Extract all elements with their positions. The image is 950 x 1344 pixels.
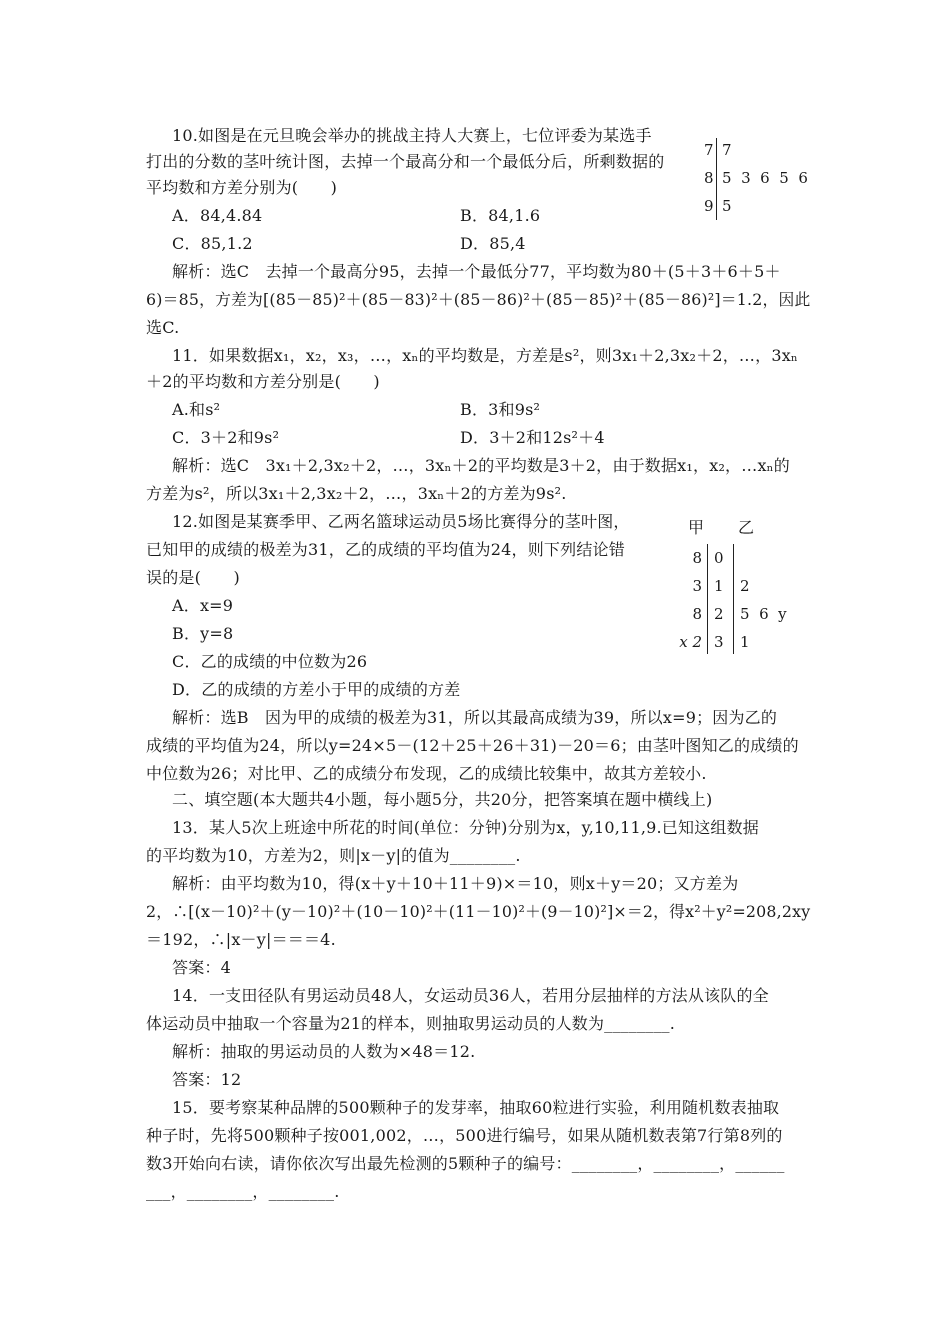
left-leaves: 8: [692, 549, 702, 567]
q10-analysis-2: 6)＝85，方差为[(85－85)²＋(85－83)²＋(85－86)²＋(85－85)²＋(85－86)²]＝1.2，因此: [146, 290, 811, 309]
right-leaves: 1: [740, 633, 750, 651]
right-leaves: 5 6 y: [740, 605, 787, 623]
q13-analysis-2: 2，∴[(x－10)²＋(y－10)²＋(10－10)²＋(11－10)²＋(9－10)²]×＝2，得x²＋y²=208,2xy: [146, 902, 811, 921]
q10-analysis-1: 解析：选C 去掉一个最高分95，去掉一个最低分77，平均数为80＋(5＋3＋6＋5＋: [172, 262, 781, 281]
q13-line-1: 13．某人5次上班途中所花的时间(单位：分钟)分别为x，y,10,11,9.已知这组数据: [172, 818, 760, 837]
q10-line-1: 10.如图是在元旦晚会举办的挑战主持人大赛上，七位评委为某选手: [172, 126, 652, 145]
q11-option-c: C．3＋2和9s²: [172, 428, 280, 447]
left-leaves: 3: [692, 577, 702, 595]
q10-line-3: 平均数和方差分别为( ): [146, 178, 338, 197]
stem: 2: [714, 605, 724, 623]
q13-analysis-1: 解析：由平均数为10，得(x＋y＋10＋11＋9)×＝10，则x＋y＝20；又方差为: [172, 874, 739, 893]
q11-option-a: A.和s²: [172, 400, 221, 419]
leaves: 5 3 6 5 6: [722, 169, 808, 187]
q12-analysis-3: 中位数为26；对比甲、乙的成绩分布发现，乙的成绩比较集中，故其方差较小.: [146, 764, 707, 783]
stem-divider-right: [733, 544, 734, 654]
stem: 1: [714, 577, 724, 595]
stem: 0: [714, 549, 724, 567]
q14-answer: 答案：12: [172, 1070, 242, 1089]
q12-option-d: D．乙的成绩的方差小于甲的成绩的方差: [172, 680, 461, 699]
q11-line-1: 11．如果数据x₁，x₂，x₃，…，xₙ的平均数是，方差是s²，则3x₁＋2,3x₂＋2，…，3xₙ: [172, 346, 799, 365]
q10-analysis-3: 选C.: [146, 318, 180, 337]
q12-option-b: B．y=8: [172, 624, 234, 643]
header-yi: 乙: [738, 518, 755, 537]
q12-line-1: 12.如图是某赛季甲、乙两名篮球运动员5场比赛得分的茎叶图，: [172, 512, 630, 531]
q10-option-b: B．84,1.6: [460, 206, 541, 225]
q10-option-c: C．85,1.2: [172, 234, 253, 253]
q11-option-d: D．3＋2和12s²＋4: [460, 428, 605, 447]
q11-analysis-2: 方差为s²，所以3x₁＋2,3x₂＋2，…，3xₙ＋2的方差为9s².: [146, 484, 567, 503]
stem: 8: [704, 169, 714, 187]
section-2-heading: 二、填空题(本大题共4小题，每小题5分，共20分，把答案填在题中横线上): [172, 790, 713, 809]
q15-line-4: ___，________，________.: [146, 1182, 340, 1201]
stem: 9: [704, 197, 714, 215]
q12-line-3: 误的是( ): [146, 568, 240, 587]
q15-line-1: 15．要考察某种品牌的500颗种子的发芽率，抽取60粒进行实验，利用随机数表抽取: [172, 1098, 780, 1117]
left-leaves: 8: [692, 605, 702, 623]
q13-answer: 答案：4: [172, 958, 231, 977]
q13-line-2: 的平均数为10，方差为2，则|x－y|的值为________.: [146, 846, 521, 865]
stem-divider: [716, 138, 717, 220]
q15-line-2: 种子时，先将500颗种子按001,002，…，500进行编号，如果从随机数表第7行第8列的: [146, 1126, 783, 1145]
stem-divider-left: [707, 544, 708, 654]
q12-analysis-1: 解析：选B 因为甲的成绩的极差为31，所以其最高成绩为39，所以x=9；因为乙的: [172, 708, 778, 727]
leaves: 5: [722, 197, 732, 215]
right-leaves: 2: [740, 577, 750, 595]
q12-analysis-2: 成绩的平均值为24，所以y=24×5－(12＋25＋26＋31)－20＝6；由茎叶图知乙的成绩的: [146, 736, 799, 755]
q14-line-2: 体运动员中抽取一个容量为21的样本，则抽取男运动员的人数为________.: [146, 1014, 676, 1033]
q10-line-2: 打出的分数的茎叶统计图，去掉一个最高分和一个最低分后，所剩数据的: [146, 152, 665, 171]
q11-analysis-1: 解析：选C 3x₁＋2,3x₂＋2，…，3xₙ＋2的平均数是3＋2，由于数据x₁，x₂，…xₙ的: [172, 456, 791, 475]
q14-analysis: 解析：抽取的男运动员的人数为×48＝12.: [172, 1042, 476, 1061]
q12-line-2: 已知甲的成绩的极差为31，乙的成绩的平均值为24，则下列结论错: [146, 540, 625, 559]
q12-option-c: C．乙的成绩的中位数为26: [172, 652, 368, 671]
q10-option-d: D．85,4: [460, 234, 526, 253]
q12-option-a: A．x=9: [172, 596, 234, 615]
q15-line-3: 数3开始向右读，请你依次写出最先检测的5颗种子的编号：________，________，______: [146, 1154, 785, 1173]
q10-option-a: A．84,4.84: [172, 206, 263, 225]
leaves: 7: [722, 141, 732, 159]
left-leaves: x 2: [679, 633, 702, 651]
header-jia: 甲: [688, 518, 705, 537]
stem: 3: [714, 633, 724, 651]
q11-option-b: B．3和9s²: [460, 400, 541, 419]
q11-line-2: ＋2的平均数和方差分别是( ): [146, 372, 380, 391]
q14-line-1: 14．一支田径队有男运动员48人，女运动员36人，若用分层抽样的方法从该队的全: [172, 986, 769, 1005]
stem: 7: [704, 141, 714, 159]
q13-analysis-3: ＝192，∴|x－y|＝＝＝4.: [146, 930, 336, 949]
